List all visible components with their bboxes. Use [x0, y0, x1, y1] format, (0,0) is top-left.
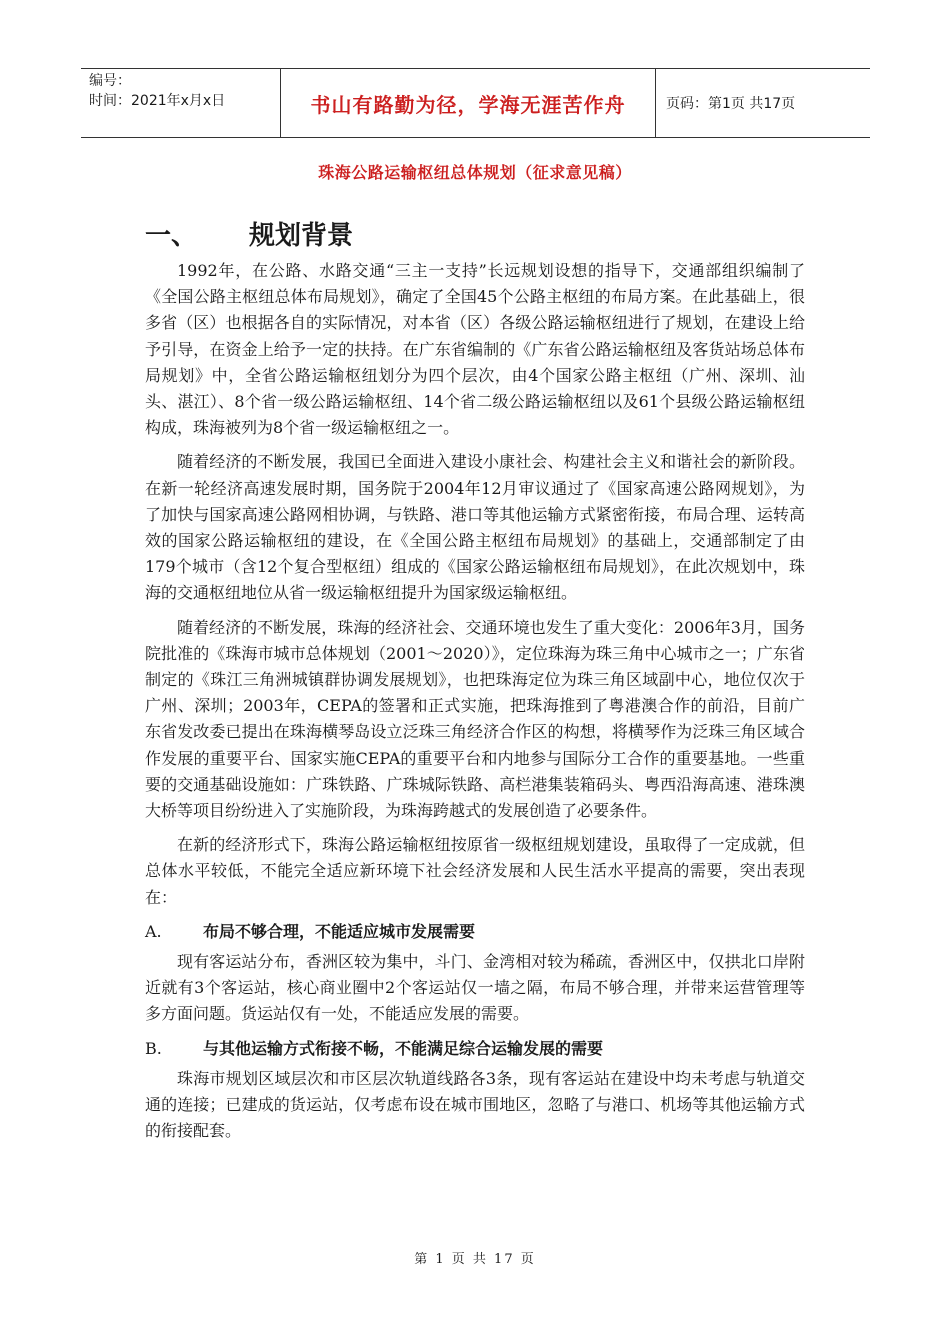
section-number: 一、 [145, 221, 198, 251]
subsection-heading-b [145, 1036, 805, 1062]
subsection-letter: A. [145, 921, 162, 941]
section-heading [145, 215, 353, 252]
body-paragraph: 随着经济的不断发展，我国已全面进入建设小康社会、构建社会主义和谐社会的新阶段。在新一轮经济高速发展时期，国务院于2004年12月审议通过了《国家高速公路网规划》，为了加快与国家高速公路网相协调，与铁路、港口等其他运输方式紧密衔接，布局合理、运转高效的国家公路运输枢纽的建设，在《全国公路主枢纽布局规划》的基础上，交通部制定了由179个城市（含12个复合型枢纽）组成的《国家公路运输枢纽布局规划》，在此次规划中，珠海的交通枢纽地位从省一级运输枢纽提升为国家级运输枢纽。 [145, 452, 805, 603]
document-title: 珠海公路运输枢纽总体规划（征求意见稿） [318, 163, 632, 182]
page-footer: 第 1 页 共 17 页 [414, 1252, 536, 1267]
subsection-title: 布局不够合理，不能适应城市发展需要 [203, 921, 476, 941]
body-paragraph: 1992年，在公路、水路交通“三主一支持”长远规划设想的指导下，交通部组织编制了《全国公路主枢纽总体布局规划》，确定了全国45个公路主枢纽的布局方案。在此基础上，很多省（区）也根据各自的实际情况，对本省（区）各级公路运输枢纽进行了规划，在建设上给予引导，在资金上给予一定的扶持。在广东省编制的《广东省公路运输枢纽及客货站场总体布局规划》中，全省公路运输枢纽划分为四个层次，由4个国家公路主枢纽（广州、深圳、汕头、湛江）、8个省一级公路运输枢纽、14个省二级公路运输枢纽以及61个县级公路运输枢纽构成，珠海被列为8个省一级运输枢纽之一。 [145, 261, 805, 438]
header-date-label: 时间：2021年x月x日 [89, 93, 226, 109]
body-paragraph: 在新的经济形式下，珠海公路运输枢纽按原省一级枢纽规划建设，虽取得了一定成就，但总体水平较低，不能完全适应新环境下社会经济发展和人民生活水平提高的需要，突出表现在： [145, 835, 805, 907]
document-body [145, 258, 805, 1153]
subsection-title: 与其他运输方式衔接不畅，不能满足综合运输发展的需要 [203, 1038, 604, 1058]
subsection-letter: B. [145, 1038, 162, 1058]
page-header [81, 68, 870, 138]
section-title: 规划背景 [249, 221, 354, 251]
header-page-info: 页码：第1页 共17页 [666, 96, 796, 112]
subsection-paragraph: 现有客运站分布，香洲区较为集中，斗门、金湾相对较为稀疏，香洲区中，仅拱北口岸附近就有3个客运站，核心商业圈中2个客运站仅一墙之隔，布局不够合理，并带来运营管理等多方面问题。货运站仅有一处，不能适应发展的需要。 [145, 952, 805, 1024]
header-meta [81, 69, 281, 137]
body-paragraph: 随着经济的不断发展，珠海的经济社会、交通环境也发生了重大变化：2006年3月，国务院批准的《珠海市城市总体规划（2001～2020）》，定位珠海为珠三角中心城市之一；广东省制定的《珠江三角洲城镇群协调发展规划》，也把珠海定位为珠三角区域副中心，地位仅次于广州、深圳；2003年，CEPA的签署和正式实施，把珠海推到了粤港澳合作的前沿，目前广东省发改委已提出在珠海横琴岛设立泛珠三角经济合作区的构想，将横琴作为泛珠三角区域合作发展的重要平台、国家实施CEPA的重要平台和内地参与国际分工合作的重要基地。一些重要的交通基础设施如：广珠铁路、广珠城际铁路、高栏港集装箱码头、粤西沿海高速、港珠澳大桥等项目纷纷进入了实施阶段，为珠海跨越式的发展创造了必要条件。 [145, 617, 805, 821]
subsection-heading-a [145, 919, 805, 945]
subsection-paragraph: 珠海市规划区域层次和市区层次轨道线路各3条，现有客运站在建设中均未考虑与轨道交通的连接；已建成的货运站，仅考虑布设在城市围地区，忽略了与港口、机场等其他运输方式的衔接配套。 [145, 1068, 805, 1141]
header-number-label: 编号： [89, 73, 131, 89]
header-motto: 书山有路勤为径，学海无涯苦作舟 [281, 69, 656, 137]
